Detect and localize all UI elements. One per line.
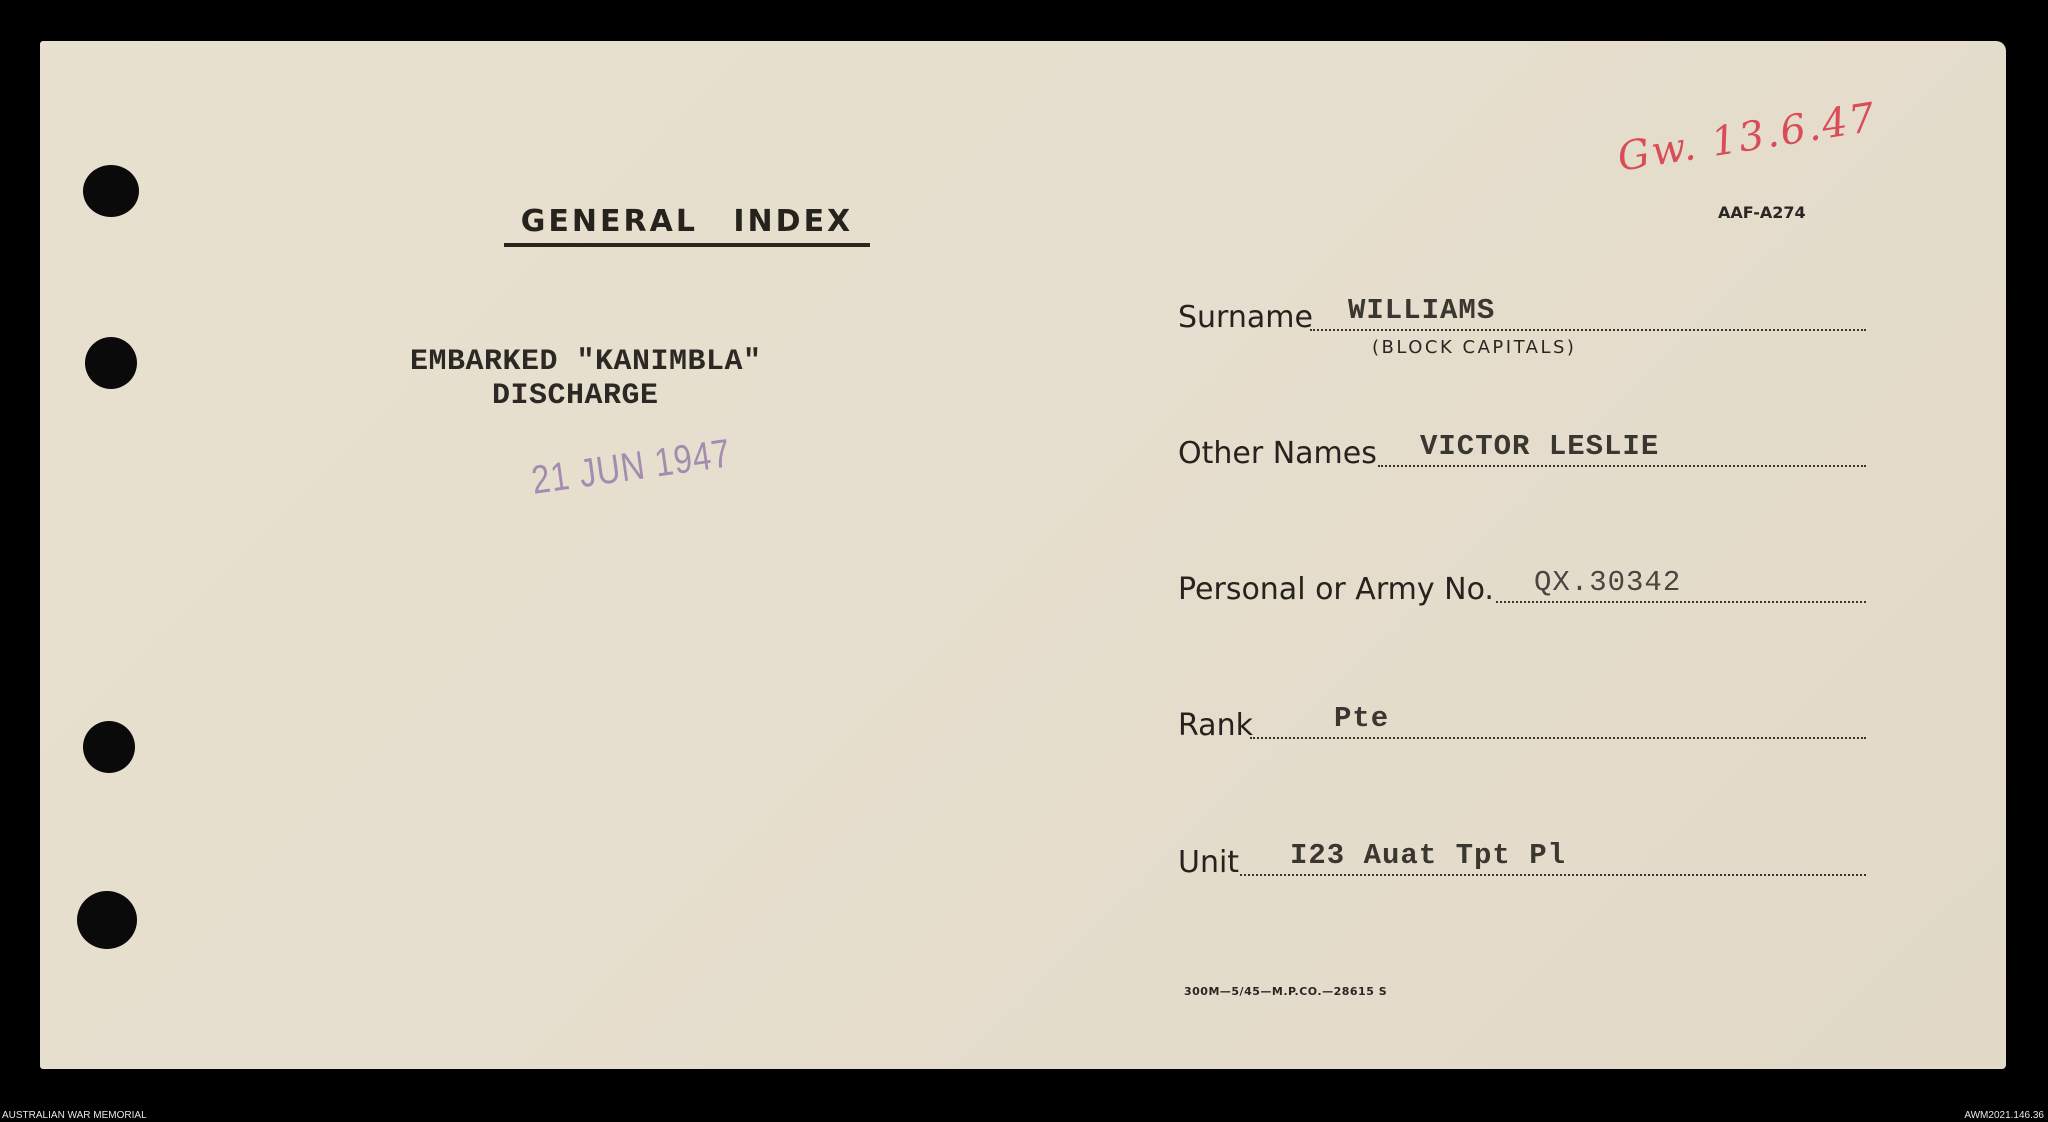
punch-hole [83,165,139,217]
date-stamp: 21 JUN 1947 [528,431,734,503]
block-capitals-hint: (BLOCK CAPITALS) [1372,337,1577,358]
army-number-field [1178,563,1866,607]
surname-label: Surname [1178,300,1313,335]
card-heading: GENERAL INDEX [504,203,870,247]
other-names-field [1178,427,1866,471]
other-names-value: VICTOR LESLIE [1420,430,1660,463]
surname-value: WILLIAMS [1348,294,1496,327]
dotted-line [1250,737,1866,739]
other-names-label: Other Names [1178,436,1377,471]
rank-field [1178,699,1866,743]
rank-value: Pte [1334,702,1390,735]
punch-hole [85,337,137,389]
surname-field [1178,291,1866,335]
typed-note-line-1: EMBARKED "KANIMBLA" [410,345,762,379]
handwritten-note: Gw. 13.6.47 [1614,94,1880,181]
print-code: 300M—5/45—M.P.CO.—28615 S [1184,985,1388,998]
dotted-line [1496,601,1866,603]
index-card [40,41,2006,1069]
dotted-line [1310,329,1866,331]
punch-hole [77,891,137,949]
unit-field [1178,836,1866,880]
army-number-value: QX.30342 [1534,566,1682,599]
dotted-line [1378,465,1866,467]
army-number-label: Personal or Army No. [1178,572,1494,607]
accession-number: AWM2021.146.36 [1964,1110,2044,1121]
dotted-line [1240,874,1866,876]
institution-caption: AUSTRALIAN WAR MEMORIAL [2,1110,147,1121]
punch-hole [83,721,135,773]
unit-label: Unit [1178,845,1240,880]
unit-value: I23 Auat Tpt Pl [1290,839,1567,872]
typed-note-line-2: DISCHARGE [492,379,659,413]
rank-label: Rank [1178,708,1253,743]
form-code: AAF-A274 [1718,203,1806,222]
